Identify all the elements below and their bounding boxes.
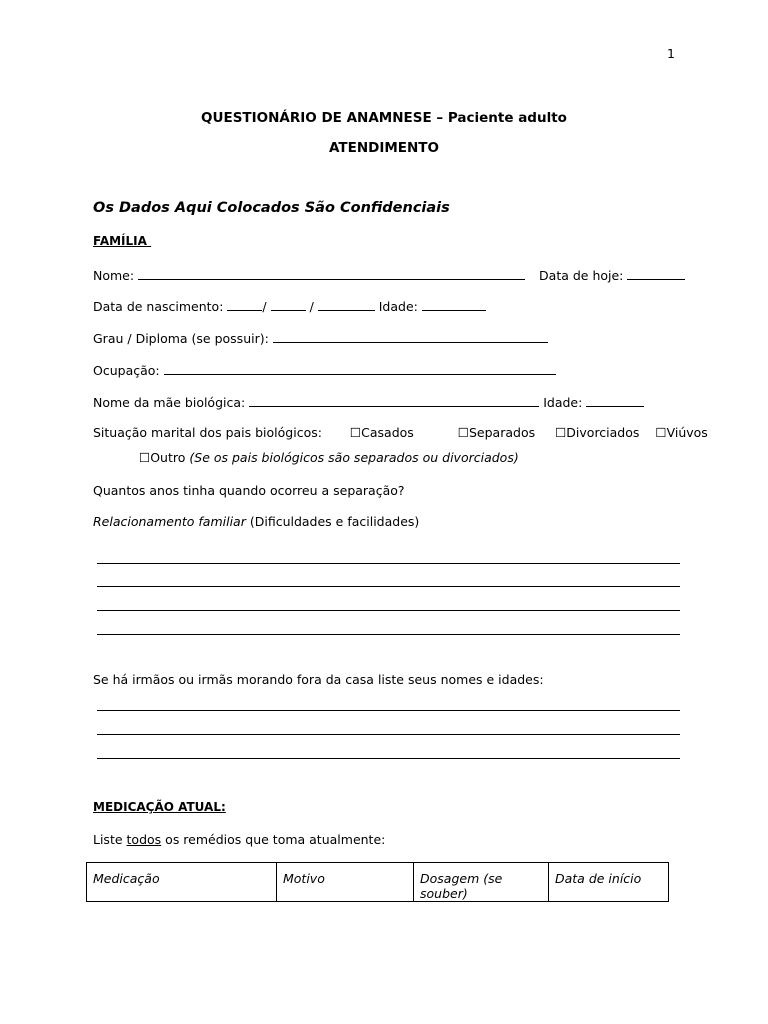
- relationship-note: (Dificuldades e facilidades): [249, 514, 420, 529]
- date-today-label: Data de hoje:: [539, 268, 624, 283]
- relationship-row: [93, 514, 419, 529]
- occupation-label: Ocupação:: [93, 363, 160, 378]
- marital-status-label: Situação marital dos pais biológicos:: [93, 425, 322, 440]
- separation-age-question: Quantos anos tinha quando ocorreu a separação?: [93, 483, 405, 498]
- relationship-answer-line[interactable]: [97, 586, 680, 587]
- checkbox-icon[interactable]: ☐: [349, 425, 362, 440]
- birth-year-field[interactable]: [318, 297, 375, 311]
- table-header-row: [87, 863, 669, 902]
- name-row: [93, 266, 685, 283]
- mother-age-field[interactable]: [586, 393, 644, 407]
- checkbox-icon[interactable]: ☐: [655, 425, 667, 440]
- occupation-row: [93, 361, 556, 378]
- option-casados[interactable]: ☐Casados: [349, 425, 414, 440]
- degree-field[interactable]: [273, 329, 548, 343]
- relationship-label: Relacionamento familiar: [93, 514, 246, 529]
- birth-date-label: Data de nascimento:: [93, 299, 224, 314]
- date-today-field[interactable]: [627, 266, 685, 280]
- document-subtitle: ATENDIMENTO: [329, 140, 439, 156]
- name-field[interactable]: [138, 266, 525, 280]
- relationship-answer-line[interactable]: [97, 610, 680, 611]
- age-label: Idade:: [378, 299, 418, 314]
- table-header-cell: Medicação: [87, 863, 277, 902]
- table-header-cell: Motivo: [277, 863, 414, 902]
- other-note: (Se os pais biológicos são separados ou divorciados): [189, 450, 519, 465]
- table-header-cell: Dosagem (se souber): [414, 863, 549, 902]
- occupation-field[interactable]: [164, 361, 556, 375]
- siblings-answer-line[interactable]: [97, 758, 680, 759]
- checkbox-icon[interactable]: ☐: [457, 425, 469, 440]
- degree-row: [93, 329, 548, 346]
- siblings-label: Se há irmãos ou irmãs morando fora da casa liste seus nomes e idades:: [93, 672, 544, 687]
- siblings-answer-line[interactable]: [97, 734, 680, 735]
- birth-day-field[interactable]: [227, 297, 262, 311]
- medication-section-label: MEDICAÇÃO ATUAL:: [93, 800, 226, 814]
- mother-name-field[interactable]: [249, 393, 539, 407]
- option-outro[interactable]: ☐Outro: [139, 450, 186, 465]
- mother-age-label: Idade:: [543, 395, 583, 410]
- emphasis-todos: todos: [126, 832, 162, 847]
- page-number: 1: [667, 46, 675, 61]
- marital-status-row: [93, 425, 708, 440]
- relationship-answer-line[interactable]: [97, 563, 680, 564]
- checkbox-icon[interactable]: ☐: [139, 450, 151, 465]
- medication-instruction: Liste todos os remédios que toma atualmente:: [93, 832, 386, 847]
- marital-other-row: [139, 450, 519, 465]
- medication-table: [86, 862, 669, 902]
- option-viuvos[interactable]: ☐Viúvos: [655, 425, 708, 440]
- option-divorciados[interactable]: ☐Divorciados: [555, 425, 640, 440]
- siblings-answer-line[interactable]: [97, 710, 680, 711]
- birth-month-field[interactable]: [271, 297, 306, 311]
- mother-name-row: [93, 393, 644, 410]
- document-title: QUESTIONÁRIO DE ANAMNESE – Paciente adulto: [201, 110, 567, 126]
- checkbox-icon[interactable]: ☐: [555, 425, 567, 440]
- table-header-cell: Data de início: [549, 863, 669, 902]
- birth-date-row: Data de nascimento: / / Idade:: [93, 297, 486, 314]
- option-separados[interactable]: ☐Separados: [457, 425, 536, 440]
- relationship-answer-line[interactable]: [97, 634, 680, 635]
- mother-name-label: Nome da mãe biológica:: [93, 395, 246, 410]
- confidential-heading: Os Dados Aqui Colocados São Confidenciais: [93, 200, 450, 216]
- family-section-label: FAMÍLIA: [93, 234, 147, 248]
- age-field[interactable]: [422, 297, 486, 311]
- name-label: Nome:: [93, 268, 135, 283]
- degree-label: Grau / Diploma (se possuir):: [93, 331, 269, 346]
